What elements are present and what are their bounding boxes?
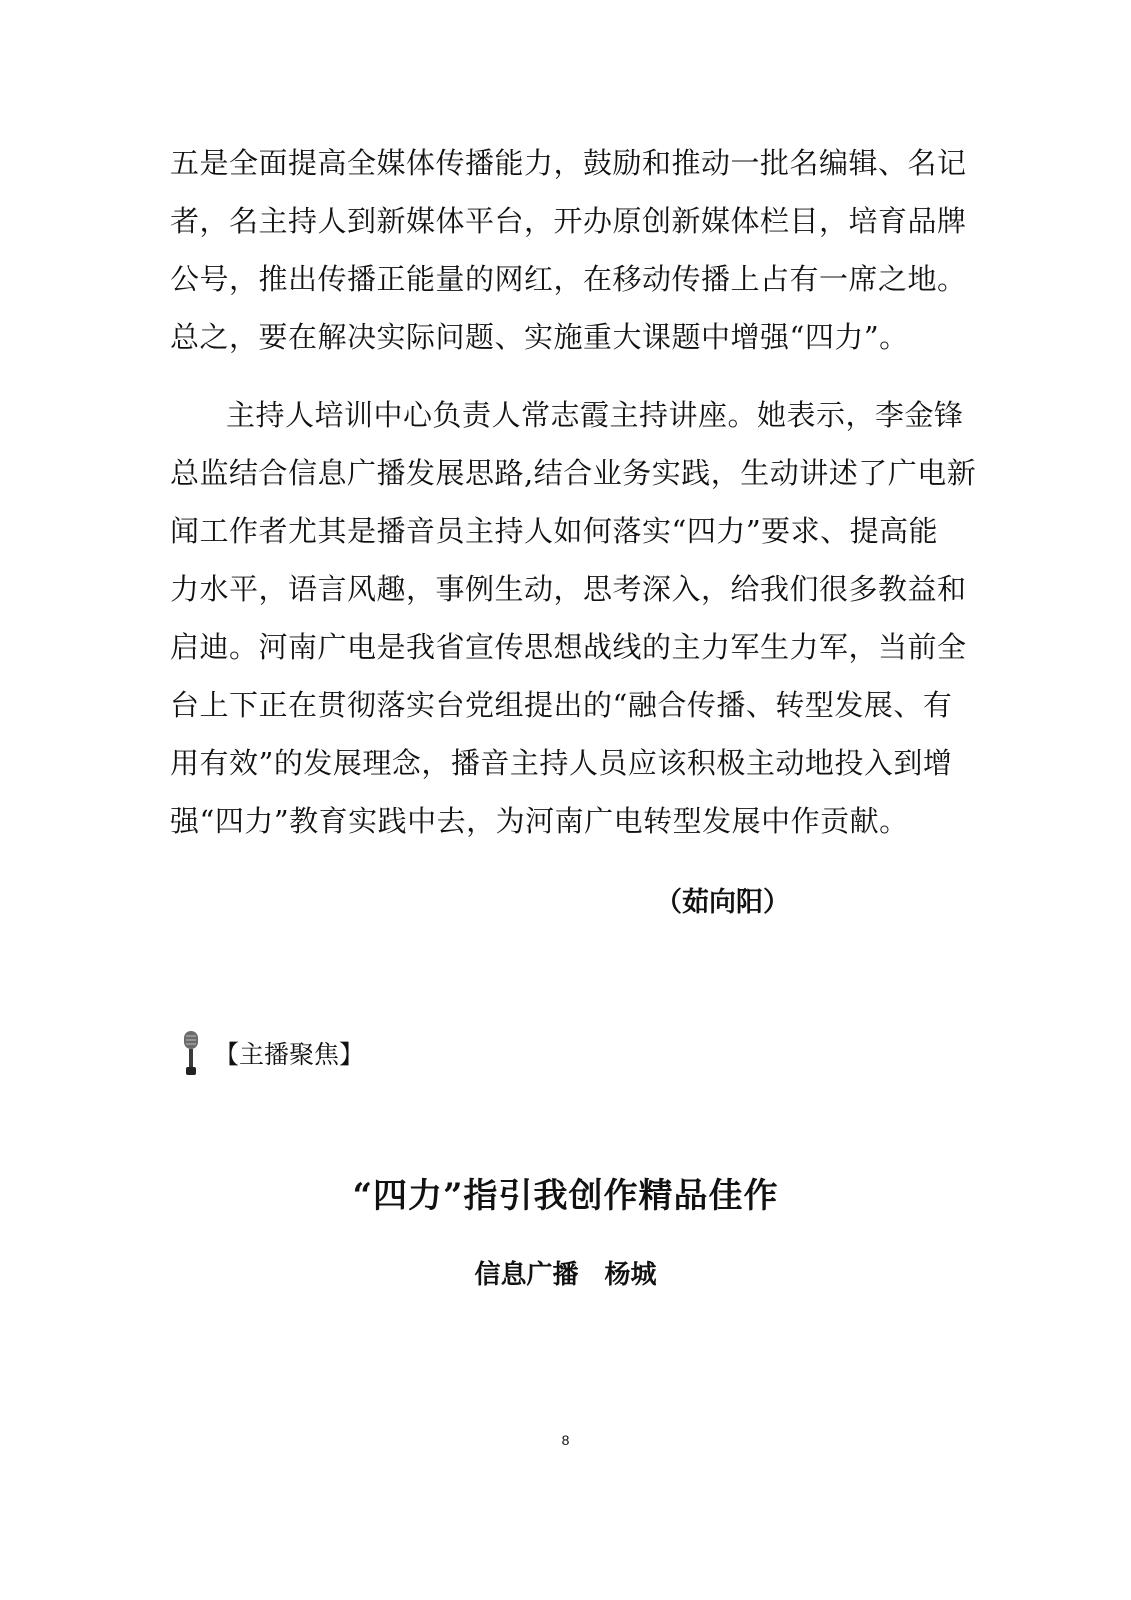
body-line-3: 公号，推出传播正能量的网红，在移动传播上占有一席之地。 [170,262,967,296]
body-line-6: 总监结合信息广播发展思路,结合业务实践，生动讲述了广电新 [170,456,977,490]
body-line-7: 闻工作者尤其是播音员主持人如何落实“四力”要求、提高能 [170,514,939,548]
body-line-9: 启迪。河南广电是我省宣传思想战线的主力军生力军，当前全 [170,630,967,664]
body-line-2: 者，名主持人到新媒体平台，开办原创新媒体栏目，培育品牌 [170,204,967,238]
body-line-10: 台上下正在贯彻落实台党组提出的“融合传播、转型发展、有 [170,688,953,722]
body-line-11: 用有效”的发展理念，播音主持人员应该积极主动地投入到增 [170,746,953,780]
microphone-icon [180,1029,202,1077]
article-byline: 信息广播 杨城 [474,1260,657,1290]
article-author: （茹向阳） [655,887,790,918]
article-title: “四力”指引我创作精品佳作 [352,1176,779,1216]
body-line-1: 五是全面提高全媒体传播能力，鼓励和推动一批名编辑、名记 [170,146,967,180]
column-label: 【主播聚焦】 [214,1040,365,1069]
body-line-12: 强“四力”教育实践中去，为河南广电转型发展中作贡献。 [170,804,909,838]
body-line-4: 总之，要在解决实际问题、实施重大课题中增强“四力”。 [170,320,909,354]
page-number: 8 [561,1432,570,1448]
column-header [180,1028,364,1078]
body-line-8: 力水平，语言风趣，事例生动，思考深入，给我们很多教益和 [170,572,967,606]
body-line-5: 主持人培训中心负责人常志霞主持讲座。她表示，李金锋 [226,398,964,432]
